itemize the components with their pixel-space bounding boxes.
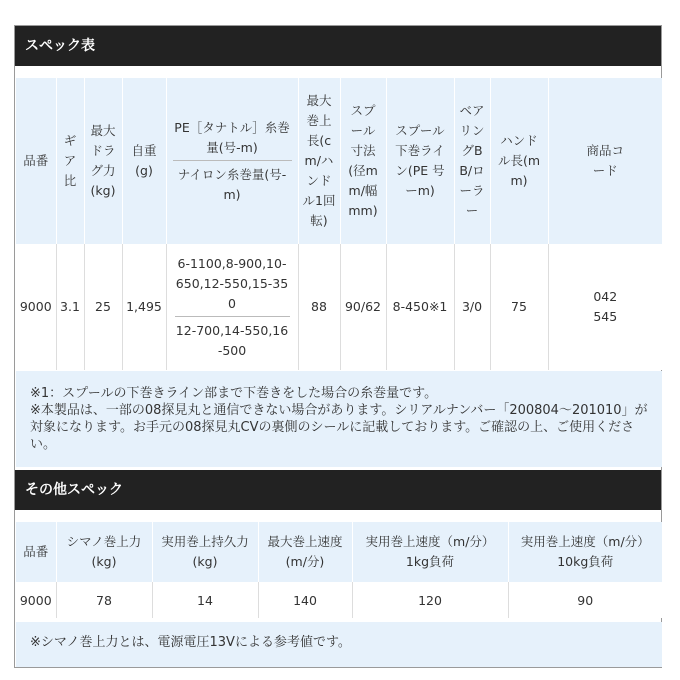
header-model: 品番	[16, 78, 56, 244]
other-spec-title: その他スペック	[15, 470, 661, 510]
cell-model: 9000	[16, 244, 56, 370]
header-spool: スプール寸法(径mm/幅mm)	[340, 78, 386, 244]
cell-drag: 25	[84, 244, 122, 370]
cell2-max-speed: 140	[258, 582, 352, 618]
spec-panel	[14, 25, 662, 668]
cell-retrieve: 88	[298, 244, 340, 370]
cell-bearing: 3/0	[454, 244, 490, 370]
header-nylon-capacity: ナイロン糸巻量(号-m)	[177, 166, 287, 202]
spec-table	[16, 78, 662, 370]
header-bearing: ベアリングBB/ローラー	[454, 78, 490, 244]
spec-notes	[16, 371, 662, 467]
header-handle: ハンドル長(mm)	[490, 78, 548, 244]
other-spec-note: ※シマノ巻上力とは、電源電圧13Vによる参考値です。	[16, 622, 662, 667]
cell-spool: 90/62	[340, 244, 386, 370]
cell-handle: 75	[490, 244, 548, 370]
header2-practical-endurance: 実用巻上持久力(kg)	[152, 522, 258, 582]
header2-max-speed: 最大巻上速度(m/分)	[258, 522, 352, 582]
header-code: 商品コード	[548, 78, 662, 244]
note-line: ※本製品は、一部の08探見丸と通信できない場合があります。シリアルナンバー「200804〜201010」が対象になります。お手元の08探見丸CVの裏側のシールに記載しております。ご確認の上、ご使用ください。	[30, 403, 648, 452]
header2-speed-10kg: 実用巻上速度（m/分）10kg負荷	[508, 522, 662, 582]
header-pe-capacity: PE［タナトル］糸巻量(号-m)	[173, 118, 292, 161]
header2-winding-power: シマノ巻上力(kg)	[56, 522, 152, 582]
cell-nylon-capacity: 12-700,14-550,16-500	[175, 322, 289, 358]
header-retrieve: 最大巻上長(cm/ハンドル1回転)	[298, 78, 340, 244]
cell2-practical-endurance: 14	[152, 582, 258, 618]
header-gear: ギア比	[56, 78, 84, 244]
header-weight: 自重(g)	[122, 78, 166, 244]
cell-code: 042545	[548, 244, 662, 370]
spec-table-title: スペック表	[15, 26, 661, 66]
header-line-capacity	[166, 78, 298, 244]
header-drag: 最大ドラグ力(kg)	[84, 78, 122, 244]
cell-weight: 1,495	[122, 244, 166, 370]
cell2-speed-10kg: 90	[508, 582, 662, 618]
cell2-speed-1kg: 120	[352, 582, 508, 618]
cell-pe-capacity: 6-1100,8-900,10-650,12-550,15-350	[175, 254, 290, 317]
cell-line-capacity	[166, 244, 298, 370]
cell2-model: 9000	[16, 582, 56, 618]
cell-underline: 8-450※1	[386, 244, 454, 370]
note-line: ※1：スプールの下巻きライン部まで下巻きをした場合の糸巻量です。	[30, 386, 438, 401]
cell2-winding-power: 78	[56, 582, 152, 618]
header-underline: スプール下巻ライン(PE 号ーm)	[386, 78, 454, 244]
header2-model: 品番	[16, 522, 56, 582]
header2-speed-1kg: 実用巻上速度（m/分）1kg負荷	[352, 522, 508, 582]
cell-gear: 3.1	[56, 244, 84, 370]
other-spec-table	[16, 522, 662, 618]
